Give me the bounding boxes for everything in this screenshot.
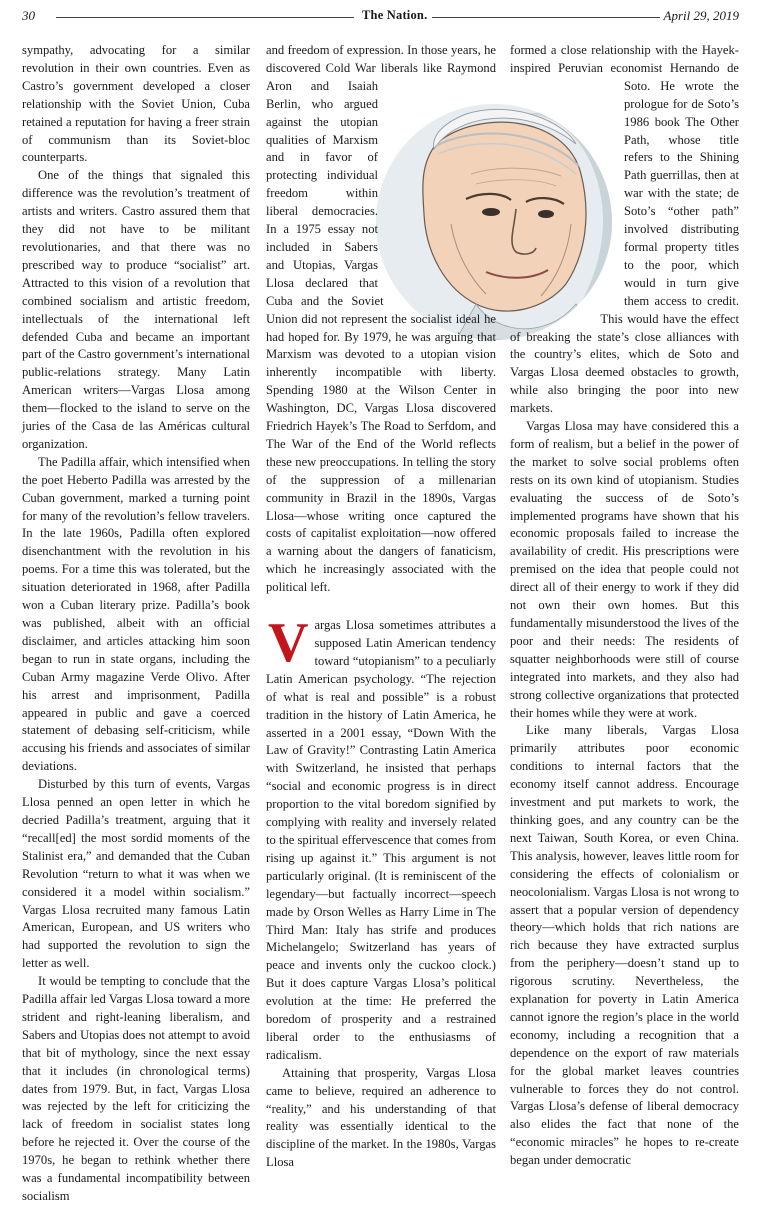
- image-wrap-spacer: [386, 116, 624, 354]
- header-rule-left: [56, 17, 354, 18]
- paragraph: Like many liberals, Vargas Llosa primarily attributes poor economic conditions to internal factors that the economy itself cannot address. Encourage investment and put markets to work, the thinking goes, and any country can be the next Taiwan, South Korea, or even China. This analysis, however, leaves little room for considering the effects of colonialism or neocolonialism. Vargas Llosa is not wrong to assert that a popular version of dependency theory—which holds that rich nations are rich because they have extracted surplus from the periphery—doesn’t stand up to rigorous scrutiny. Nevertheless, the explanation for poverty in Latin America cannot ignore the region’s place in the world economy, including a recognition that a dependence on the export of raw materials for the global market leaves countries vulnerable to forces they do not control. Vargas Llosa’s defense of liberal democracy also elides the fact that none of the “economic miracles” he hopes to re-create began under democratic: [510, 723, 739, 1168]
- paragraph: formed a close relationship with the Hayek-inspired Peruvian economist Hernando de Soto. He wrote the prologue for de Soto’s 1986 book The Other Path, whose title refers to the Shining Path guerrillas, then at war with the state; de Soto’s “other path” involved distributing formal property titles to the poor, which would in turn give them access to credit. This would have the effect of breaking the state’s close alliances with the country’s elites, which de Soto and Vargas Llosa deemed obstacles to growth, while also bringing the poor into new markets.: [510, 43, 739, 416]
- paragraph: It would be tempting to conclude that the Padilla affair led Vargas Llosa toward a more strident and right-leaning liberalism, and Sabers and Utopias does not attempt to avoid that bit of mythology, since the next essay that it includes (in chronological terms) dates from 1979. But, in fact, Vargas Llosa was rejected by the left for criticizing the lack of freedom in socialist states long before he rejected it. Over the course of the 1970s, he began to rethink whether there was a fundamental incompatibility between socialism: [22, 974, 250, 1203]
- paragraph: The Padilla affair, which intensified when the poet Heberto Padilla was arrested by the Cuban government, marked a turning point for many of the revolution’s fellow travelers. In the late 1960s, Padilla often explored disenchantment with the revolution in his poems. For a time this was tolerated, but the situation deteriorated in 1968, after Padilla won a Cuban literary prize. Padilla’s book was published, albeit with an official disclaimer, and articles attacking him soon began to run in state organs, including the Cuban Army magazine Verde Olivo. After his arrest and imprisonment, Padilla appeared in public and gave a coerced statement of debasing self-criticism, while accusing his friends and associates of similar deviations.: [22, 454, 250, 774]
- page-number: 30: [22, 8, 35, 23]
- issue-date: April 29, 2019: [663, 8, 739, 23]
- paragraph: Attaining that prosperity, Vargas Llosa came to believe, required an adherence to “reality,” and his understanding of that reality was essentially identical to the discipline of the market. In the 1980s, Vargas Llosa: [266, 1065, 496, 1170]
- drop-cap: V: [268, 612, 309, 675]
- header-rule-right: [432, 17, 660, 18]
- paragraph: Vargas Llosa may have considered this a form of realism, but a belief in the power of the market to solve social problems often rests on its own kind of utopianism. Studies evaluating the success of de Soto’s implemented programs have shown that his economic proposals failed to increase the availability of credit. His prescriptions were premised on the idea that people could not direct all of their energy to work if they did not own their own homes. But this fundamentally misunderstood the lives of the poor and their needs: The residents of squatter neighborhoods were still of course integrated into markets, and they also had strong collective organizations that protected their homes while they were at work.: [510, 419, 739, 720]
- publication-name: The Nation.: [362, 8, 428, 22]
- paragraph-text: argas Llosa sometimes attributes a supposed Latin American tendency toward “utopianism” to a peculiarly Latin American psychology. “The rejection of what is real and possible” is a robust tradition in the history of Latin America, he asserted in a 2001 essay, “Down With the Law of Gravity!” Contrasting Latin America with Switzerland, he insisted that perhaps “social and economic progress is in direct proportion to the vital boredom signified by complying with reality and inversely related to the spiritual effervescence that comes from rising up against it.” This argument is not particularly original. (It is reminiscent of the legendary—but factually incorrect—speech made by Orson Welles as Harry Lime in The Third Man: Italy has strife and produces Michelangelo; Switzerland has years of peace and invents only the cuckoo clock.) But it does capture Vargas Llosa’s political evolution at the time: He preferred the boredom of prosperity and a restrained liberal order to the enthusiasms of radicalism.: [266, 618, 496, 1062]
- paragraph: and freedom of expression. In those years, he discovered Cold War liberals like Raymond Aron and Isaiah Berlin, who argued against the utopian qualities of Marxism and in favor of protecting individual freedom within liberal democracies. In a 1975 essay not included in Sabers and Utopias, Vargas Llosa declared that Cuba and the Soviet Union did not represent the socialist ideal he had hoped for. By 1979, he was arguing that Marxism was devoted to a utopian vision inherently incompatible with liberty. Spending 1980 at the Wilson Center in Washington, DC, Vargas Llosa discovered Friedrich Hayek’s The Road to Serfdom, and The War of the End of the World reflects these new preoccupations. In telling the story of the suppression of a millenarian community in Brazil in the 1890s, Vargas Llosa—whose writing once captured the costs of capitalist exploitation—now offered a warning about the dangers of fanaticism, which he increasingly associated with the political left.: [266, 43, 496, 595]
- paragraph: One of the things that signaled this difference was the revolution’s treatment of artists and writers. Castro assured them that they did not have to be militant revolutionaries, and that there was no prescribed way to produce “socialist” art. Attracted to this vision of a revolution that combined socialism and artistic freedom, intellectuals of the international left defended Cuba and became an important part of the Castro government’s international public-relations strategy. Many Latin American writers—Vargas Llosa among them—flocked to the island to serve on the juries of the Casa de las Américas cultural organization.: [22, 168, 250, 451]
- paragraph: sympathy, advocating for a similar revolution in their own countries. Even as Castro’s government developed a closer relationship with the Soviet Union, Cuba retained a reputation for having a freer strain of communism than its Soviet-bloc counterparts.: [22, 43, 250, 165]
- paragraph-with-dropcap: [266, 612, 496, 1065]
- page-header: [22, 8, 739, 30]
- article-column-3: [510, 42, 739, 1170]
- article-column-1: [22, 42, 250, 1206]
- paragraph: Disturbed by this turn of events, Vargas Llosa penned an open letter in which he decried Padilla’s treatment, arguing that it “recall[ed] the most sordid moments of the Stalinist era,” and demanded that the Cuban Revolution “return to what it was when we considered it a model within socialism.” Vargas Llosa recruited many famous Latin American, European, and US writers who had supported the revolution to sign the letter as well.: [22, 777, 250, 971]
